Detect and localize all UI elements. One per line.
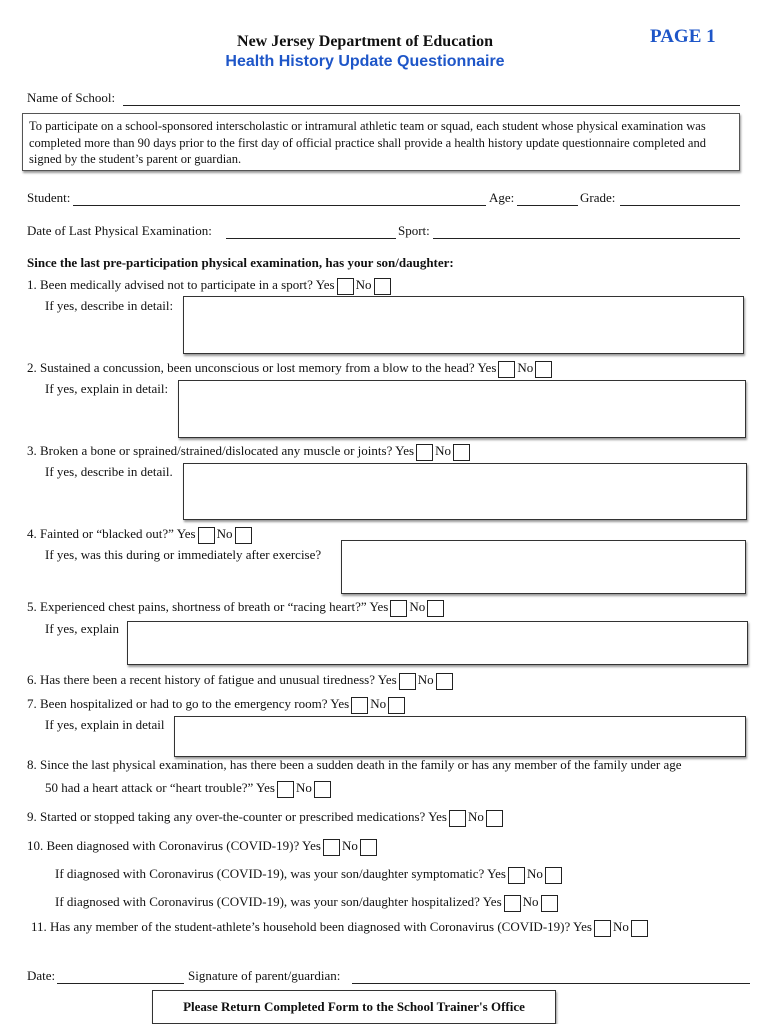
no-checkbox[interactable] bbox=[374, 278, 391, 295]
detail-textarea[interactable] bbox=[127, 621, 748, 665]
no-label: No bbox=[216, 526, 233, 541]
yes-checkbox[interactable] bbox=[594, 920, 611, 937]
question-text: If diagnosed with Coronavirus (COVID-19), was your son/daughter symptomatic? bbox=[55, 866, 485, 881]
no-checkbox[interactable] bbox=[436, 673, 453, 690]
section-heading: Since the last pre-participation physical examination, has your son/daughter: bbox=[27, 255, 454, 270]
return-instructions: Please Return Completed Form to the School Trainer's Office bbox=[152, 990, 556, 1024]
form-agency-title: New Jersey Department of Education bbox=[237, 33, 493, 50]
question-text: 1. Been medically advised not to participate in a sport? bbox=[27, 277, 313, 292]
sport-field[interactable] bbox=[433, 238, 740, 239]
no-label: No bbox=[522, 894, 539, 909]
school-label: Name of School: bbox=[27, 90, 116, 105]
question-10 bbox=[27, 838, 379, 856]
form-title: Health History Update Questionnaire bbox=[225, 53, 505, 70]
school-field[interactable] bbox=[123, 105, 740, 106]
student-label: Student: bbox=[27, 190, 71, 205]
detail-textarea[interactable] bbox=[183, 296, 744, 354]
no-checkbox[interactable] bbox=[541, 895, 558, 912]
question-2 bbox=[27, 360, 554, 378]
yes-label: Yes bbox=[256, 780, 275, 795]
page-number: PAGE 1 bbox=[650, 26, 716, 47]
no-checkbox[interactable] bbox=[314, 781, 331, 798]
intro-text: To participate on a school-sponsored interscholastic or intramural athletic team or squad, each student whose physical examination was completed more than 90 days prior to the first day of official practice shall provide a health history update questionnaire completed and signed by the student’s parent or guardian. bbox=[22, 113, 740, 171]
question-text: 2. Sustained a concussion, been unconscious or lost memory from a blow to the head? bbox=[27, 360, 475, 375]
no-checkbox[interactable] bbox=[535, 361, 552, 378]
question-3 bbox=[27, 443, 472, 461]
yes-checkbox[interactable] bbox=[508, 867, 525, 884]
no-label: No bbox=[517, 360, 534, 375]
age-field[interactable] bbox=[517, 205, 578, 206]
no-label: No bbox=[355, 277, 372, 292]
yes-label: Yes bbox=[330, 696, 350, 711]
date-field[interactable] bbox=[57, 983, 184, 984]
yes-checkbox[interactable] bbox=[198, 527, 215, 544]
question-6 bbox=[27, 672, 455, 690]
yes-label: Yes bbox=[315, 277, 335, 292]
no-checkbox[interactable] bbox=[427, 600, 444, 617]
question-text: 11. Has any member of the student-athlete’s household been diagnosed with Coronavirus (COVID-19)? bbox=[31, 919, 571, 934]
no-checkbox[interactable] bbox=[360, 839, 377, 856]
question-10-hospitalized bbox=[55, 894, 560, 912]
grade-field[interactable] bbox=[620, 205, 740, 206]
detail-label: If yes, describe in detail: bbox=[45, 298, 174, 313]
question-11 bbox=[31, 919, 650, 937]
yes-label: Yes bbox=[477, 360, 497, 375]
yes-checkbox[interactable] bbox=[277, 781, 294, 798]
no-checkbox[interactable] bbox=[631, 920, 648, 937]
question-text: 7. Been hospitalized or had to go to the emergency room? bbox=[27, 696, 328, 711]
detail-label: If yes, describe in detail. bbox=[45, 464, 173, 479]
no-label: No bbox=[467, 809, 484, 824]
yes-checkbox[interactable] bbox=[498, 361, 515, 378]
no-label: No bbox=[409, 599, 426, 614]
detail-textarea[interactable] bbox=[341, 540, 746, 594]
yes-label: Yes bbox=[487, 866, 506, 881]
exam-date-label: Date of Last Physical Examination: bbox=[27, 223, 212, 238]
sport-label: Sport: bbox=[398, 223, 430, 238]
question-9 bbox=[27, 809, 505, 827]
question-text: If diagnosed with Coronavirus (COVID-19), was your son/daughter hospitalized? bbox=[55, 894, 480, 909]
yes-checkbox[interactable] bbox=[337, 278, 354, 295]
signature-label: Signature of parent/guardian: bbox=[188, 968, 341, 983]
yes-checkbox[interactable] bbox=[351, 697, 368, 714]
yes-checkbox[interactable] bbox=[449, 810, 466, 827]
exam-date-field[interactable] bbox=[226, 238, 396, 239]
question-text: 3. Broken a bone or sprained/strained/dislocated any muscle or joints? bbox=[27, 443, 393, 458]
question-1 bbox=[27, 277, 393, 295]
student-field[interactable] bbox=[73, 205, 486, 206]
detail-textarea[interactable] bbox=[178, 380, 746, 438]
no-checkbox[interactable] bbox=[486, 810, 503, 827]
yes-label: Yes bbox=[377, 672, 397, 687]
yes-checkbox[interactable] bbox=[323, 839, 340, 856]
yes-label: Yes bbox=[302, 838, 321, 853]
question-text: 9. Started or stopped taking any over-the-counter or prescribed medications? bbox=[27, 809, 426, 824]
question-text: 8. Since the last physical examination, has there been a sudden death in the family or has any member of the family under age bbox=[27, 757, 682, 772]
question-text: 6. Has there been a recent history of fatigue and unusual tiredness? bbox=[27, 672, 375, 687]
yes-label: Yes bbox=[176, 526, 196, 541]
detail-label: If yes, explain in detail bbox=[45, 717, 165, 732]
question-text: 50 had a heart attack or “heart trouble?” bbox=[45, 780, 254, 795]
detail-label: If yes, explain bbox=[45, 621, 120, 636]
detail-textarea[interactable] bbox=[183, 463, 747, 520]
question-text: 4. Fainted or “blacked out?” bbox=[27, 526, 174, 541]
yes-label: Yes bbox=[395, 443, 415, 458]
no-checkbox[interactable] bbox=[388, 697, 405, 714]
no-checkbox[interactable] bbox=[235, 527, 252, 544]
detail-label: If yes, explain in detail: bbox=[45, 381, 169, 396]
no-checkbox[interactable] bbox=[545, 867, 562, 884]
yes-label: Yes bbox=[428, 809, 447, 824]
yes-checkbox[interactable] bbox=[504, 895, 521, 912]
no-label: No bbox=[435, 443, 451, 458]
question-8-line1 bbox=[27, 757, 681, 773]
question-text: 10. Been diagnosed with Coronavirus (COVID-19)? bbox=[27, 838, 300, 853]
grade-label: Grade: bbox=[580, 190, 616, 205]
yes-label: Yes bbox=[573, 919, 592, 934]
question-4 bbox=[27, 526, 254, 544]
no-label: No bbox=[370, 696, 387, 711]
signature-field[interactable] bbox=[352, 983, 750, 984]
question-text: 5. Experienced chest pains, shortness of breath or “racing heart?” bbox=[27, 599, 367, 614]
no-checkbox[interactable] bbox=[453, 444, 470, 461]
detail-textarea[interactable] bbox=[174, 716, 746, 757]
question-10-symptomatic bbox=[55, 866, 564, 884]
date-label: Date: bbox=[27, 968, 56, 983]
detail-label: If yes, was this during or immediately after exercise? bbox=[45, 547, 322, 562]
yes-checkbox[interactable] bbox=[390, 600, 407, 617]
age-label: Age: bbox=[489, 190, 515, 205]
no-label: No bbox=[612, 919, 629, 934]
no-label: No bbox=[341, 838, 358, 853]
yes-label: Yes bbox=[369, 599, 389, 614]
yes-label: Yes bbox=[482, 894, 502, 909]
no-label: No bbox=[295, 780, 312, 795]
question-8-line2 bbox=[45, 780, 333, 798]
yes-checkbox[interactable] bbox=[416, 444, 433, 461]
yes-checkbox[interactable] bbox=[399, 673, 416, 690]
no-label: No bbox=[526, 866, 543, 881]
question-7 bbox=[27, 696, 407, 714]
no-label: No bbox=[417, 672, 434, 687]
question-5 bbox=[27, 599, 446, 617]
